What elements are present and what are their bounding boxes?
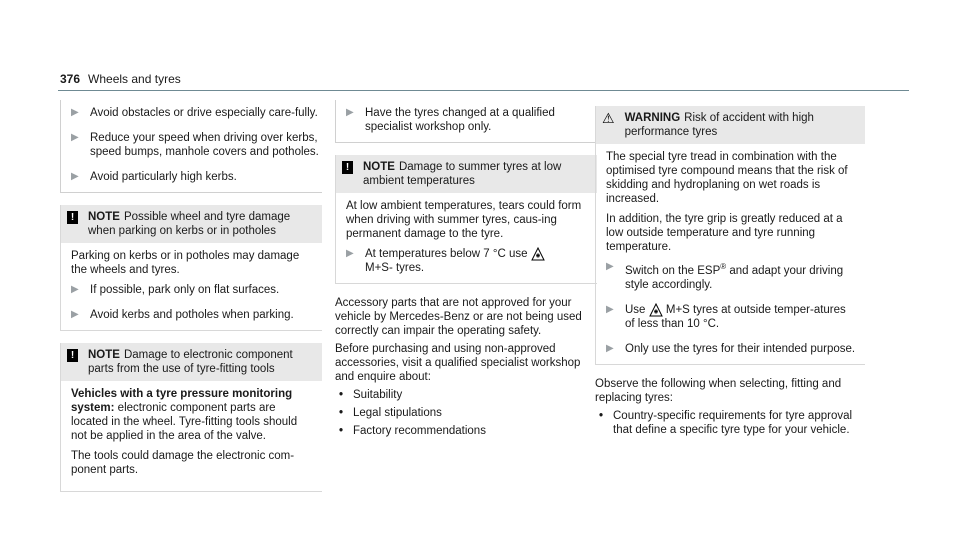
column-1 bbox=[60, 100, 322, 492]
instruction-item: ▶ Avoid kerbs and potholes when parking. bbox=[71, 309, 294, 321]
list-item: • Country-specific requirements for tyre approval that define a specific tyre type for your vehicle. bbox=[599, 409, 853, 436]
note-header: ! NOTE Damage to electronic component parts from the use of tyre-fitting tools bbox=[61, 343, 322, 381]
arrow-icon: ▶ bbox=[71, 171, 79, 182]
instruction-item: ▶ At temperatures below 7 °C use M+S- tyres. bbox=[346, 247, 589, 275]
accessory-section: Accessory parts that are not approved for your vehicle by Mercedes-Benz or are not being used correctly can impair the operating safety. Before purchasing and using non-approved accessories, visit a qualified specialist workshop and enquire about: • Suitability • Legal stipulations • Factory recommendations bbox=[335, 296, 597, 438]
column-3 bbox=[595, 100, 865, 441]
page-header bbox=[60, 72, 181, 86]
list-item: • Suitability bbox=[339, 389, 403, 402]
snow-tyre-icon bbox=[649, 303, 663, 317]
snow-tyre-icon bbox=[531, 247, 545, 261]
instruction-item: ▶ Reduce your speed when driving over kerbs, speed bumps, manhole covers and potholes. bbox=[71, 132, 319, 158]
arrow-icon: ▶ bbox=[71, 132, 79, 143]
section-title: Wheels and tyres bbox=[88, 72, 181, 86]
exclamation-icon: ! bbox=[67, 211, 78, 224]
list-item: • Factory recommendations bbox=[339, 425, 486, 438]
arrow-icon: ▶ bbox=[71, 284, 79, 295]
note-header: ! NOTE Damage to summer tyres at low ambient temperatures bbox=[336, 155, 597, 193]
warning-high-performance bbox=[595, 106, 865, 365]
arrow-icon: ▶ bbox=[346, 107, 354, 118]
warning-header: ⚠ WARNING Risk of accident with high performance tyres bbox=[596, 106, 865, 144]
arrow-icon: ▶ bbox=[606, 261, 614, 272]
selection-section: Observe the following when selecting, fitting and replacing tyres: • Country-specific requirements for tyre approval that define a specific tyre type for your vehicle. bbox=[595, 377, 865, 437]
instruction-item: ▶ Use M+S tyres at outside temper-atures of less than 10 °C. bbox=[606, 303, 846, 330]
instruction-item: ▶ Only use the tyres for their intended purpose. bbox=[606, 342, 856, 355]
note-body: Parking on kerbs or in potholes may damage the wheels and tyres. ▶ If possible, park only on flat surfaces. ▶ Avoid kerbs and potholes when parking. bbox=[61, 243, 322, 330]
bullet-dot-icon: • bbox=[599, 409, 604, 422]
enquiry-list bbox=[335, 388, 597, 438]
instruction-list bbox=[335, 100, 597, 143]
arrow-icon: ▶ bbox=[71, 107, 79, 118]
instruction-item: ▶ Have the tyres changed at a qualified specialist workshop only. bbox=[346, 107, 555, 133]
arrow-icon: ▶ bbox=[606, 342, 614, 354]
bullet-dot-icon: • bbox=[339, 389, 344, 402]
instruction-list bbox=[60, 100, 322, 193]
bullet-dot-icon: • bbox=[339, 425, 344, 438]
arrow-icon: ▶ bbox=[606, 303, 614, 315]
note-electronic-damage bbox=[60, 343, 322, 492]
arrow-icon: ▶ bbox=[346, 248, 354, 259]
instruction-item: ▶ Avoid obstacles or drive especially care-fully. bbox=[71, 107, 318, 119]
note-wheel-damage bbox=[60, 205, 322, 331]
warning-body: The special tyre tread in combination with the optimised tyre compound means that the risk of skidding and hydroplaning on wet roads is increased. In addition, the tyre grip is greatly reduced at a low outside temperature and tyre running temperature. ▶ Switch on the ESP® and adapt your driving style accordingly. ▶ Use M+S tyres at outside temper-atures of less than 10 °C. ▶ Only use the tyres for their intended purpose. bbox=[606, 151, 856, 355]
requirements-list bbox=[595, 409, 865, 437]
exclamation-icon: ! bbox=[67, 349, 78, 362]
instruction-item: ▶ Switch on the ESP® and adapt your driving style accordingly. bbox=[606, 261, 844, 291]
arrow-icon: ▶ bbox=[71, 309, 79, 320]
column-2 bbox=[335, 100, 597, 442]
bullet-dot-icon: • bbox=[339, 407, 344, 420]
note-body: At low ambient temperatures, tears could form when driving with summer tyres, caus-ing permanent damage to the tyre. ▶ At temperatures below 7 °C use M+S- tyres. bbox=[336, 193, 597, 283]
header-divider bbox=[58, 90, 909, 91]
note-body: Vehicles with a tyre pressure monitoring system: electronic component parts are located in the wheel. Tyre-fitting tools should not be applied in the area of the valve. The tools could damage the electronic com-ponent parts. bbox=[71, 388, 298, 476]
exclamation-icon: ! bbox=[342, 161, 353, 174]
warning-triangle-icon: ⚠ bbox=[602, 110, 615, 126]
page-number: 376 bbox=[60, 72, 81, 86]
instruction-item: ▶ If possible, park only on flat surfaces. bbox=[71, 284, 280, 296]
instruction-item: ▶ Avoid particularly high kerbs. bbox=[71, 171, 237, 183]
note-header: ! NOTE Possible wheel and tyre damage when parking on kerbs or in potholes bbox=[61, 205, 322, 243]
note-summer-tyres bbox=[335, 155, 597, 284]
list-item: • Legal stipulations bbox=[339, 407, 442, 420]
